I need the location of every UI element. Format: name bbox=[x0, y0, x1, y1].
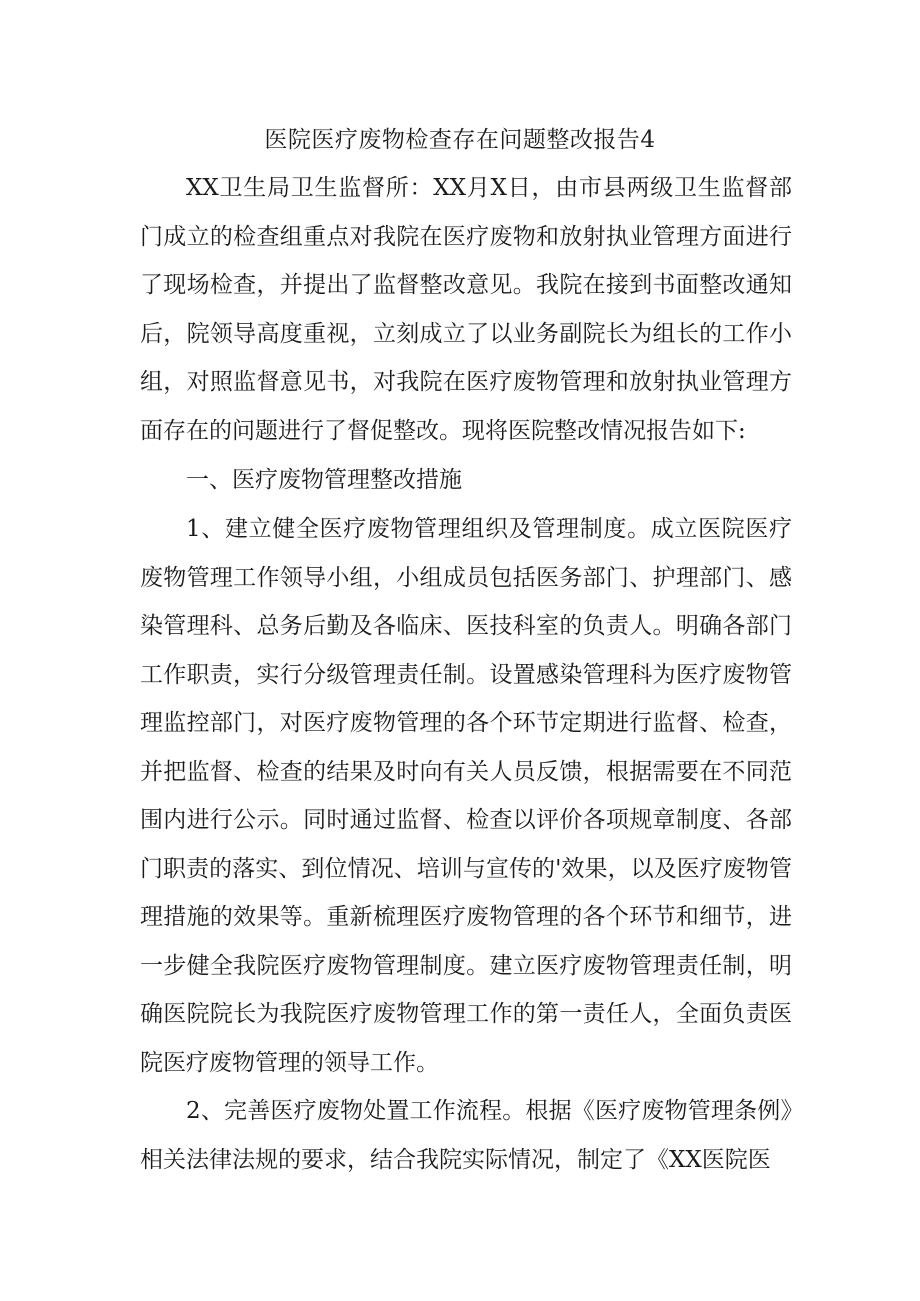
intro-paragraph: XX卫生局卫生监督所：XX月X日，由市县两级卫生监督部门成立的检查组重点对我院在医疗废物和放射执业管理方面进行了现场检查，并提出了监督整改意见。我院在接到书面整改通知后，院领导高度重视，立刻成立了以业务副院长为组长的工作小组，对照监督意见书，对我院在医疗废物管理和放射执业管理方面存在的问题进行了督促整改。现将医院整改情况报告如下: bbox=[140, 175, 792, 444]
measure-item-1: 1、建立健全医疗废物管理组织及管理制度。成立医院医疗废物管理工作领导小组，小组成员包括医务部门、护理部门、感染管理科、总务后勤及各临床、医技科室的负责人。明确各部门工作职责，实行分级管理责任制。设置感染管理科为医疗废物管理监控部门，对医疗废物管理的各个环节定期进行监督、检查，并把监督、检查的结果及时向有关人员反馈，根据需要在不同范围内进行公示。同时通过监督、检查以评价各项规章制度、各部门职责的落实、到位情况、培训与宣传的'效果，以及医疗废物管理措施的效果等。重新梳理医疗废物管理的各个环节和细节，进一步健全我院医疗废物管理制度。建立医疗废物管理责任制，明确医院院长为我院医疗废物管理工作的第一责任人，全面负责医院医疗废物管理的领导工作。 bbox=[140, 516, 792, 1076]
measure-item-2: 2、完善医疗废物处置工作流程。根据《医疗废物管理条例》相关法律法规的要求，结合我院实际情况，制定了《XX医院医 bbox=[140, 1098, 792, 1173]
document-title: 医院医疗废物检查存在问题整改报告4 bbox=[264, 127, 656, 153]
section-heading: 一、医疗废物管理整改措施 bbox=[186, 467, 462, 493]
